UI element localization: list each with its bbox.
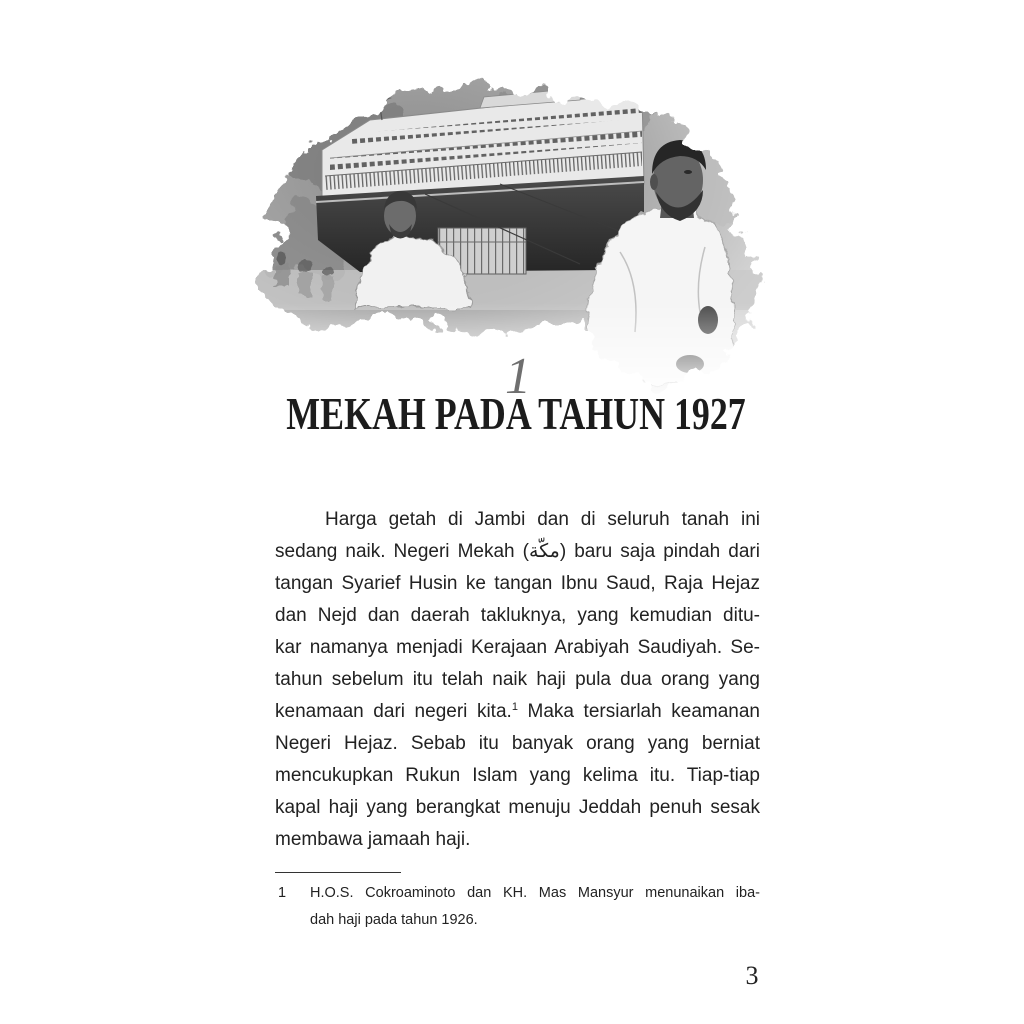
body-line: dan Nejd dan daerah takluknya, yang kemudian ditu- [275, 605, 760, 626]
body-line: kar namanya menjadi Kerajaan Arabiyah Saudiyah. Se- [275, 637, 760, 658]
body-line: Harga getah di Jambi dan di seluruh tanah ini [325, 509, 760, 530]
footnote-reference[interactable]: 1 [511, 701, 518, 713]
chapter-number: 1 [505, 348, 531, 405]
footnote [275, 880, 760, 934]
footnote-text [310, 880, 760, 934]
body-line: tangan Syarief Husin ke tangan Ibnu Saud, Raja Hejaz [275, 573, 760, 594]
footnote-line: dah haji pada tahun 1926. [310, 912, 478, 928]
body-line-text: Maka tersiarlah keamanan [527, 701, 760, 722]
footnote-line: H.O.S. Cokroaminoto dan KH. Mas Mansyur menunaikan iba- [310, 885, 760, 901]
page-number: 3 [745, 961, 759, 990]
body-line: Negeri Hejaz. Sebab itu banyak orang yang berniat [275, 733, 760, 754]
footnote-marker: 1 [278, 885, 287, 901]
body-line: mencukupkan Rukun Islam yang kelima itu. Tiap-tiap [275, 765, 760, 786]
body-line-text: kenamaan dari negeri kita. [275, 701, 512, 722]
body-line: kapal haji yang berangkat menuju Jeddah penuh sesak [275, 797, 760, 818]
footnote-divider [275, 872, 401, 873]
body-line: sedang naik. Negeri Mekah (مكّة) baru saja pindah dari [275, 541, 760, 562]
body-line: membawa jamaah haji. [275, 829, 471, 850]
body-paragraph [275, 504, 760, 856]
chapter-title: MEKAH PADA TAHUN 1927 [286, 388, 746, 439]
body-line: tahun sebelum itu telah naik haji pula dua orang yang [275, 669, 760, 690]
body-line [275, 696, 760, 728]
